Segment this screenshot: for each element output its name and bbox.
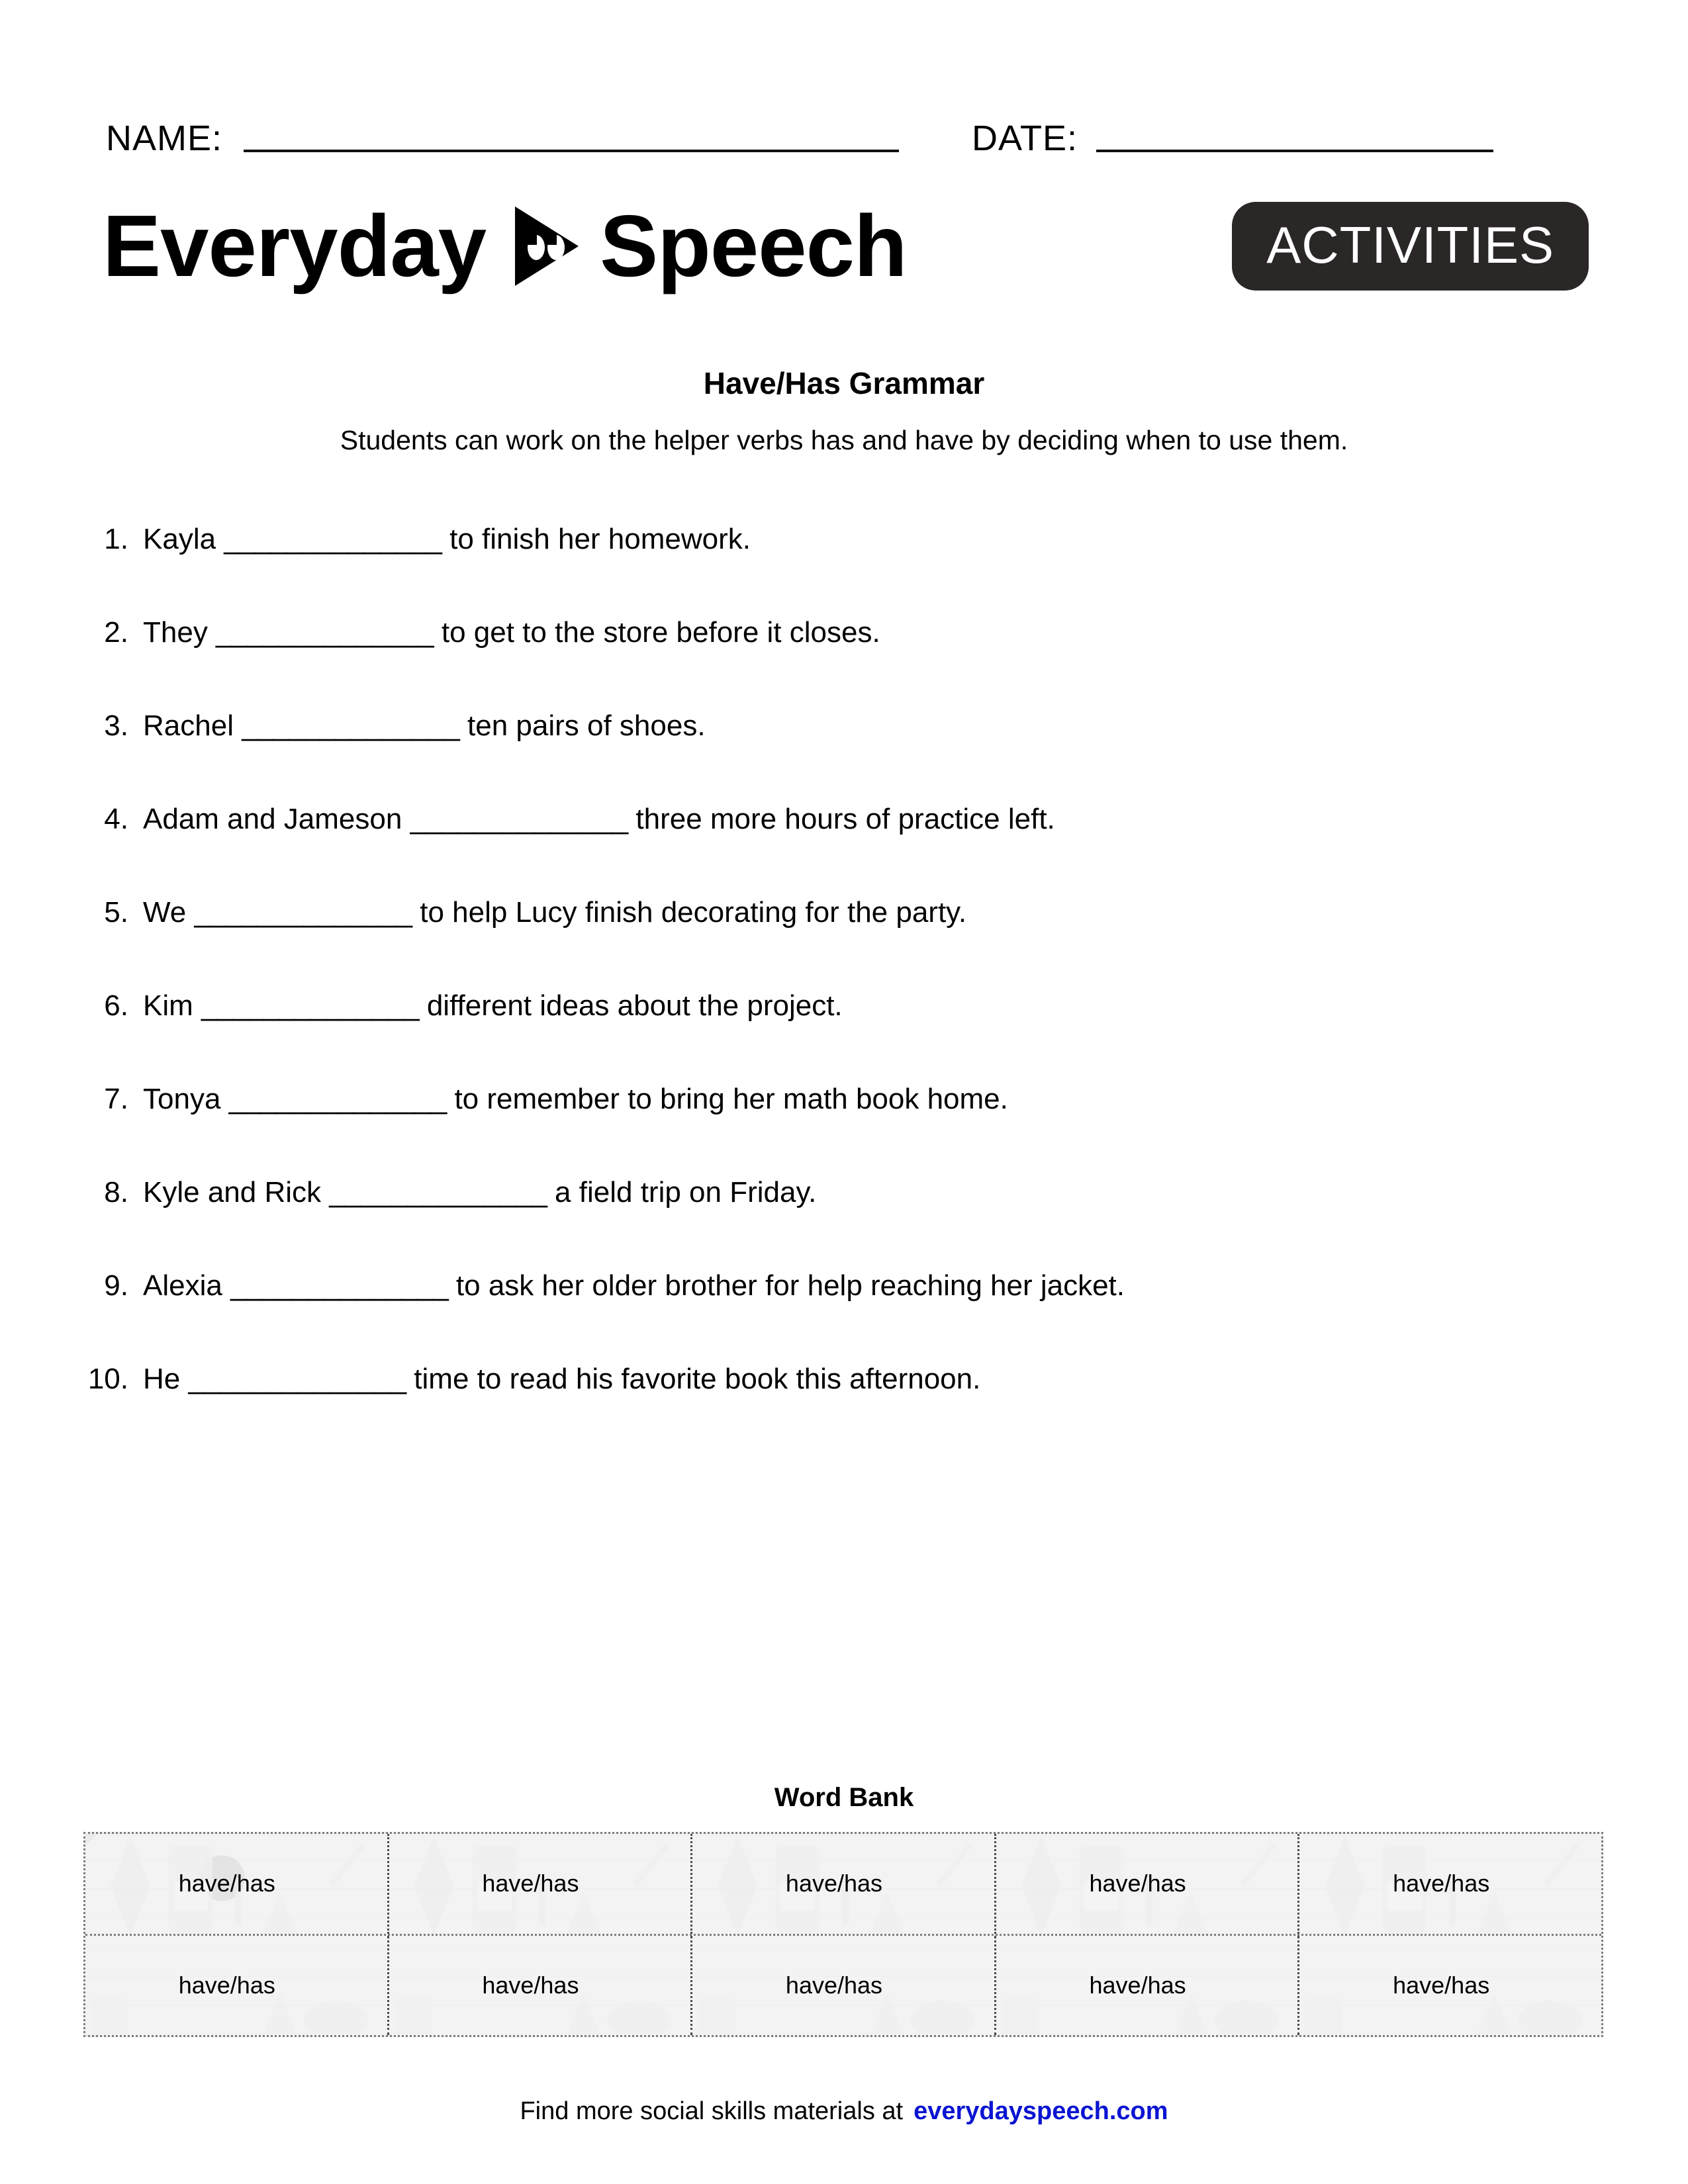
footer-website-link[interactable]: everydayspeech.com xyxy=(914,2097,1168,2125)
question-text xyxy=(143,1176,1609,1210)
question-text xyxy=(143,709,1609,743)
word-bank-label: have/has xyxy=(482,1971,579,1999)
question-row xyxy=(86,896,1609,989)
question-number: 8. xyxy=(104,1176,128,1208)
footer-text: Find more social skills materials at xyxy=(520,2097,904,2125)
square-watermark-icon xyxy=(698,1998,735,2036)
word-bank-row xyxy=(85,1934,1601,2036)
diamond-watermark-icon xyxy=(870,1994,904,2036)
answer-blank[interactable]: ______________ xyxy=(410,803,628,835)
answer-blank[interactable]: ______________ xyxy=(188,1363,406,1395)
question-prefix: Alexia xyxy=(143,1269,231,1302)
diamond-watermark-icon xyxy=(1477,1892,1511,1934)
brand-header xyxy=(103,180,1589,312)
word-bank-label: have/has xyxy=(178,1971,275,1999)
question-suffix: to help Lucy finish decorating for the party. xyxy=(412,896,967,929)
question-suffix: time to read his favorite book this afternoon. xyxy=(406,1363,981,1395)
word-bank-cell[interactable] xyxy=(1297,1936,1601,2036)
word-bank-row xyxy=(85,1834,1601,1934)
name-label: NAME: xyxy=(106,118,223,158)
eye-watermark-icon xyxy=(911,2001,974,2036)
slash-watermark-icon xyxy=(633,1843,669,1887)
question-row xyxy=(86,1269,1609,1363)
square-watermark-icon xyxy=(1002,1998,1039,2036)
question-suffix: to get to the store before it closes. xyxy=(433,616,880,649)
word-bank-label: have/has xyxy=(178,1870,275,1897)
question-text xyxy=(143,1269,1609,1303)
word-bank-cell[interactable] xyxy=(690,1936,994,2036)
word-bank-label: have/has xyxy=(1089,1870,1186,1897)
name-write-line[interactable] xyxy=(244,150,899,152)
question-text xyxy=(143,616,1609,650)
answer-blank[interactable]: ______________ xyxy=(201,989,419,1022)
logo-word-speech: Speech xyxy=(600,197,907,295)
word-bank-cell[interactable] xyxy=(1297,1834,1601,1934)
question-row xyxy=(86,1176,1609,1269)
question-row xyxy=(86,1083,1609,1176)
word-bank-label: have/has xyxy=(785,1870,883,1897)
diamond-watermark-icon xyxy=(718,1837,757,1934)
eye-watermark-icon xyxy=(304,2001,367,2036)
diamond-watermark-icon xyxy=(1174,1994,1208,2036)
question-suffix: ten pairs of shoes. xyxy=(459,709,706,742)
word-bank-label: have/has xyxy=(482,1870,579,1897)
question-row xyxy=(86,709,1609,803)
page-subtitle: Students can work on the helper verbs has and have by deciding when to use them. xyxy=(340,425,1348,455)
question-number: 5. xyxy=(104,896,128,929)
play-quote-logo-icon xyxy=(500,203,588,290)
word-bank-cell[interactable] xyxy=(994,1936,1298,2036)
word-bank-cell[interactable] xyxy=(85,1936,387,2036)
question-suffix: different ideas about the project. xyxy=(418,989,843,1022)
question-number: 4. xyxy=(104,803,128,835)
question-row xyxy=(86,523,1609,616)
question-prefix: They xyxy=(143,616,216,649)
answer-blank[interactable]: ______________ xyxy=(224,523,442,555)
question-suffix: a field trip on Friday. xyxy=(546,1176,817,1208)
question-row xyxy=(86,989,1609,1083)
question-suffix: three more hours of practice left. xyxy=(628,803,1055,835)
word-bank-cell[interactable] xyxy=(387,1936,691,2036)
answer-blank[interactable]: ______________ xyxy=(228,1083,447,1115)
diamond-watermark-icon xyxy=(1021,1837,1061,1934)
diamond-watermark-icon xyxy=(1174,1892,1208,1934)
diamond-watermark-icon xyxy=(567,1892,601,1934)
question-prefix: Rachel xyxy=(143,709,242,742)
question-prefix: We xyxy=(143,896,195,929)
word-bank-label: have/has xyxy=(1089,1971,1186,1999)
question-number: 10. xyxy=(87,1363,128,1395)
eye-watermark-icon xyxy=(608,2001,671,2036)
diamond-watermark-icon xyxy=(111,1837,150,1934)
question-text xyxy=(143,803,1609,837)
question-row xyxy=(86,616,1609,709)
diamond-watermark-icon xyxy=(263,1994,297,2036)
question-suffix: to ask her older brother for help reaching her jacket. xyxy=(447,1269,1125,1302)
diamond-watermark-icon xyxy=(567,1994,601,2036)
question-suffix: to remember to bring her math book home. xyxy=(446,1083,1008,1115)
question-list xyxy=(86,523,1609,1456)
footer xyxy=(0,2097,1688,2127)
slash-watermark-icon xyxy=(330,1843,365,1887)
square-watermark-icon xyxy=(91,1998,128,2036)
name-date-row xyxy=(106,106,1582,159)
word-bank-label: have/has xyxy=(785,1971,883,1999)
diamond-watermark-icon xyxy=(870,1892,904,1934)
square-watermark-icon xyxy=(1305,1998,1342,2036)
word-bank-cell[interactable] xyxy=(994,1834,1298,1934)
question-text xyxy=(143,523,1609,557)
question-text xyxy=(143,896,1609,930)
question-prefix: Kyle and Rick xyxy=(143,1176,330,1208)
word-bank-table xyxy=(83,1832,1603,2037)
diamond-watermark-icon xyxy=(263,1892,297,1934)
word-bank-cell[interactable] xyxy=(85,1834,387,1934)
question-text xyxy=(143,989,1609,1023)
eye-watermark-icon xyxy=(1215,2001,1278,2036)
word-bank-title: Word Bank xyxy=(774,1783,914,1812)
word-bank-label: have/has xyxy=(1393,1870,1490,1897)
question-number: 6. xyxy=(104,989,128,1022)
answer-blank[interactable]: ______________ xyxy=(216,616,434,649)
diamond-watermark-icon xyxy=(414,1837,454,1934)
answer-blank[interactable]: ______________ xyxy=(230,1269,448,1302)
question-text xyxy=(143,1363,1609,1396)
question-suffix: to finish her homework. xyxy=(441,523,751,555)
word-bank-label: have/has xyxy=(1393,1971,1490,1999)
answer-blank[interactable]: ______________ xyxy=(242,709,459,742)
question-prefix: He xyxy=(143,1363,189,1395)
word-bank-cell[interactable] xyxy=(690,1834,994,1934)
slash-watermark-icon xyxy=(1241,1843,1276,1887)
slash-watermark-icon xyxy=(1544,1843,1579,1887)
question-number: 9. xyxy=(104,1269,128,1302)
question-row xyxy=(86,803,1609,896)
date-label: DATE: xyxy=(972,118,1078,158)
question-number: 2. xyxy=(104,616,128,649)
answer-blank[interactable]: ______________ xyxy=(194,896,412,929)
diamond-watermark-icon xyxy=(1325,1837,1364,1934)
word-bank-cell[interactable] xyxy=(387,1834,691,1934)
diamond-watermark-icon xyxy=(1477,1994,1511,2036)
question-number: 1. xyxy=(104,523,128,555)
question-prefix: Kayla xyxy=(143,523,224,555)
activities-badge: ACTIVITIES xyxy=(1232,202,1589,291)
question-number: 3. xyxy=(104,709,128,742)
eye-watermark-icon xyxy=(1518,2001,1581,2036)
answer-blank[interactable]: ______________ xyxy=(329,1176,547,1208)
question-number: 7. xyxy=(104,1083,128,1115)
question-prefix: Kim xyxy=(143,989,201,1022)
slash-watermark-icon xyxy=(937,1843,972,1887)
question-prefix: Adam and Jameson xyxy=(143,803,410,835)
question-prefix: Tonya xyxy=(143,1083,229,1115)
question-text xyxy=(143,1083,1609,1116)
date-write-line[interactable] xyxy=(1096,150,1493,152)
question-row xyxy=(86,1363,1609,1456)
square-watermark-icon xyxy=(395,1998,432,2036)
logo-word-everyday: Everyday xyxy=(103,197,487,295)
page-title: Have/Has Grammar xyxy=(703,366,985,400)
